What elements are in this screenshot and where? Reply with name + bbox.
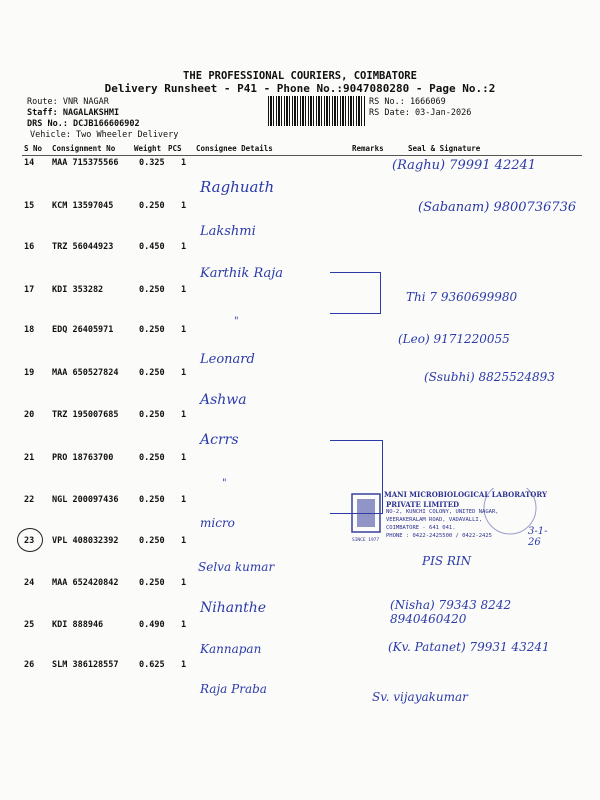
row-sno: 17 [24,285,35,295]
company-stamp [350,488,556,548]
row-sno: 22 [24,495,35,505]
row-sno: 18 [24,325,35,335]
row-wt: 0.250 [139,201,165,211]
row-wt: 0.250 [139,536,165,546]
signature-handwritten: Sv. vijayakumar [372,690,468,704]
stamp-line2: PRIVATE LIMITED [386,500,460,509]
row-sno: 15 [24,201,35,211]
row-wt: 0.250 [139,325,165,335]
signature-handwritten: PIS RIN [422,554,472,568]
consignee-name-handwritten: Leonard [200,352,255,367]
consignee-name-handwritten: Karthik Raja [200,266,284,281]
row-wt: 0.625 [139,660,165,670]
header-rule [22,155,582,156]
row-cons: TRZ 195007685 [52,410,119,420]
rs-date: RS Date: 03-Jan-2026 [369,108,472,118]
row-pcs: 1 [181,660,187,670]
row-wt: 0.325 [139,158,165,168]
row-cons: KDI 888946 [52,620,104,630]
consignee-name-handwritten: Selva kumar [198,560,275,574]
stamp-date: 3-1-26 [528,526,548,548]
row-pcs: 1 [181,201,187,211]
row-sno: 25 [24,620,35,630]
signature-handwritten: (Kv. Patanet) 79931 43241 [388,640,550,654]
company-title: THE PROFESSIONAL COURIERS, COIMBATORE [183,70,417,82]
stamp-line3: NO-2, KUNCHI COLONY, UNITED NAGAR, [386,509,499,515]
row-sno: 19 [24,368,35,378]
stamp-line1: MANI MICROBIOLOGICAL LABORATORY [384,490,547,499]
row-wt: 0.250 [139,285,165,295]
signature-handwritten: Thi 7 9360699980 [406,290,518,304]
row-pcs: 1 [181,242,187,252]
row-sno: 24 [24,578,35,588]
signature-handwritten: (Leo) 9171220055 [398,332,510,346]
consignee-name-handwritten: Ashwa [200,392,247,408]
row-wt: 0.250 [139,453,165,463]
consignee-name-handwritten: Lakshmi [200,224,256,239]
row-pcs: 1 [181,325,187,335]
row-cons: KDI 353282 [52,285,104,295]
row-wt: 0.250 [139,578,165,588]
row-pcs: 1 [181,368,187,378]
consignee-name-handwritten: " [222,478,227,489]
row-pcs: 1 [181,158,187,168]
row-cons: NGL 200097436 [52,495,119,505]
stamp-line5: COIMBATORE - 641 041. [386,525,456,531]
consignee-name-handwritten: " [234,316,239,327]
consignee-name-handwritten: Nihanthe [200,600,267,616]
row-wt: 0.450 [139,242,165,252]
row-pcs: 1 [181,578,187,588]
col-sno: S No [24,144,43,153]
row-cons: MAA 715375566 [52,158,119,168]
consignee-name-handwritten: micro [200,516,235,530]
row-pcs: 1 [181,495,187,505]
row-cons: PRO 18763700 [52,453,114,463]
signature-handwritten: (Ssubhi) 8825524893 [424,370,555,384]
row-cons: TRZ 56044923 [52,242,114,252]
row-cons: MAA 652420842 [52,578,119,588]
staff-label: Staff: NAGALAKSHMI [27,108,120,118]
row-cons: MAA 650527824 [52,368,119,378]
row-wt: 0.250 [139,368,165,378]
row-pcs: 1 [181,453,187,463]
signature-handwritten: (Sabanam) 9800736736 [418,200,577,215]
row-pcs: 1 [181,285,187,295]
row-sno: 26 [24,660,35,670]
row-wt: 0.490 [139,620,165,630]
consignee-name-handwritten: Acrrs [200,432,239,448]
row-cons: KCM 13597045 [52,201,114,211]
barcode-image [268,96,366,126]
row-sno: 21 [24,453,35,463]
row-pcs: 1 [181,536,187,546]
stamp-since: SINCE 1977 [352,538,380,543]
signature-handwritten: (Raghu) 79991 42241 [392,158,537,173]
stamp-line6: PHONE : 0422-2425500 / 0422-2425 [386,533,492,539]
consignee-name-handwritten: Kannapan [200,642,262,656]
col-pcs: PCS [168,144,182,153]
drs-label: DRS No.: DCJB166606902 [27,119,140,129]
row-wt: 0.250 [139,495,165,505]
col-consignment: Consignment No [52,144,116,153]
row-pcs: 1 [181,410,187,420]
row-cons: SLM 386128557 [52,660,119,670]
runsheet-subtitle: Delivery Runsheet - P41 - Phone No.:9047080280 - Page No.:2 [104,82,496,95]
consignee-name-handwritten: Raja Praba [200,682,267,696]
row-cons: VPL 408032392 [52,536,119,546]
row-sno: 14 [24,158,35,168]
signature-handwritten: (Nisha) 79343 8242 8940460420 [390,598,512,627]
stamp-line4: VEERAKERALAM ROAD, VADAVALLI, [386,517,483,523]
route-label: Route: VNR NAGAR [27,97,109,107]
bracket-mark [330,272,381,314]
row-wt: 0.250 [139,410,165,420]
vehicle-label: Vehicle: Two Wheeler Delivery [30,130,179,140]
col-weight: Weight [134,144,162,153]
row-sno: 16 [24,242,35,252]
rs-number: RS No.: 1666069 [369,97,446,107]
col-consignee: Consignee Details [196,144,273,153]
row-sno: 20 [24,410,35,420]
col-remarks: Remarks [352,144,384,153]
row-sno: 23 [24,536,35,546]
row-pcs: 1 [181,620,187,630]
col-seal-signature: Seal & Signature [408,144,481,153]
row-23-circle-mark [17,528,43,552]
consignee-name-handwritten: Raghuath [200,178,275,196]
row-cons: EDQ 26405971 [52,325,114,335]
